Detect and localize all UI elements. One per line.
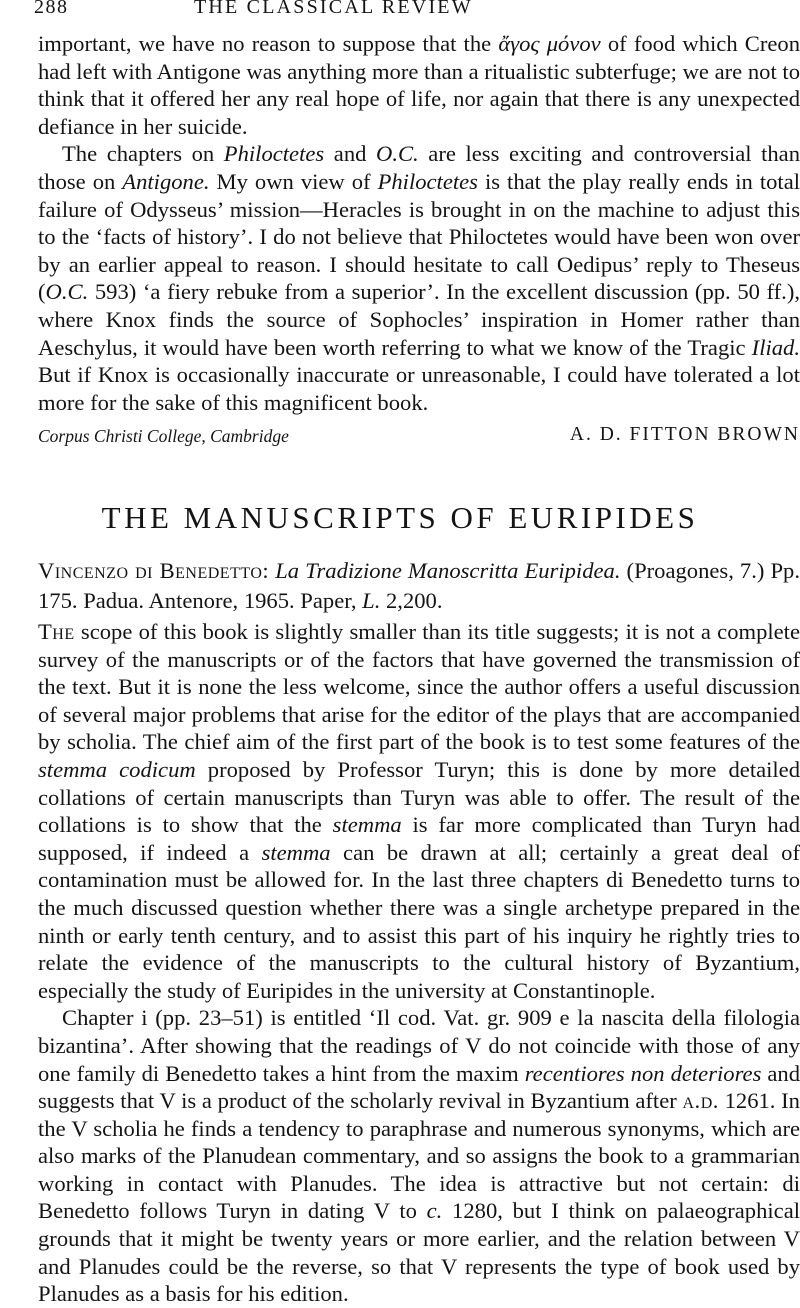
reviewer-name: A. D. FITTON BROWN — [569, 424, 800, 445]
book-citation: Vincenzo di Benedetto: La Tradizione Manoscritta Euripidea. (Proagones, 7.) Pp. 175. Padua. Antenore, 1965. Paper, L. 2,200. — [38, 558, 800, 613]
greek-phrase: ἄγος μόνον — [498, 31, 601, 56]
paragraph: The scope of this book is slightly smaller than its title suggests; it is not a complete survey of the manuscripts or of the factors that have governed the transmission of the text. But it is none the less welcome, since the author offers a useful discussion of several major problems that arise for the editor of the plays that are accompanied by scholia. The chief aim of the first part of the book is to test some features of the stemma codicum proposed by Professor Turyn; this is done by more detailed collations of certain manuscripts than Turyn was able to offer. The result of the collations is to show that the stemma is far more complicated than Turyn had supposed, if indeed a stemma can be drawn at all; certainly a great deal of contamination must be allowed for. In the last three chapters di Benedetto turns to the much discussed question whether there was a single archetype prepared in the ninth or early tenth century, and to assist this part of his inquiry he rightly tries to relate the evidence of the manuscripts to the cultural history of Byzantium, especially the study of Euripides in the university at Constantinople. — [38, 619, 800, 1003]
book-author: Vincenzo di Benedetto: — [38, 558, 270, 583]
review-signature — [38, 426, 800, 452]
review-fitton-brown-body — [38, 30, 800, 416]
page-number: 288 — [34, 0, 69, 18]
running-head — [34, 0, 800, 18]
review-euripides-body — [38, 618, 800, 1308]
reviewer-affiliation: Corpus Christi College, Cambridge — [38, 426, 289, 446]
book-title: La Tradizione Manoscritta Euripidea. — [275, 558, 621, 583]
journal-title: THE CLASSICAL REVIEW — [194, 0, 473, 18]
paragraph: The chapters on Philoctetes and O.C. are less exciting and controversial than those on Antigone. My own view of Philoctetes is that the play really ends in total failure of Odysseus’ mission—Heracles is brought in on the machine to adjust this to the ‘facts of history’. I do not believe that Philoctetes would have been won over by an earlier appeal to reason. I should hesitate to call Oedipus’ reply to Theseus (O.C. 593) ‘a fiery rebuke from a superior’. In the excellent discussion (pp. 50 ff.), where Knox finds the source of Sophocles’ inspiration in Homer rather than Aeschylus, it would have been worth referring to what we know of the Tragic Iliad. But if Knox is occasionally inaccurate or unreasonable, I could have tolerated a lot more for the sake of this magnificent book. — [38, 141, 800, 415]
paragraph: important, we have no reason to suppose that the ἄγος μόνον of food which Creon had left with Antigone was anything more than a ritualistic subterfuge; we are not to think that it offered her any real hope of life, nor again that there is any unexpected defiance in her suicide. — [38, 31, 800, 139]
paragraph: Chapter i (pp. 23–51) is entitled ‘Il cod. Vat. gr. 909 e la nascita della filologia bizantina’. After showing that the readings of V do not coincide with those of any one family di Benedetto takes a hint from the maxim recentiores non deteriores and suggests that V is a product of the scholarly revival in Byzantium after a.d. 1261. In the V scholia he finds a tendency to paraphrase and numerous synonyms, which are also marks of the Planudean commentary, and so assigns the book to a grammarian working in contact with Planudes. The idea is attractive but not certain: di Benedetto follows Turyn in dating V to c. 1280, but I think on palaeographical grounds that it might be twenty years or more earlier, and the relation between V and Planudes could be the reverse, so that V represents the type of book used by Planudes as a basis for his edition. — [38, 1005, 800, 1307]
section-title: THE MANUSCRIPTS OF EURIPIDES — [101, 500, 699, 535]
